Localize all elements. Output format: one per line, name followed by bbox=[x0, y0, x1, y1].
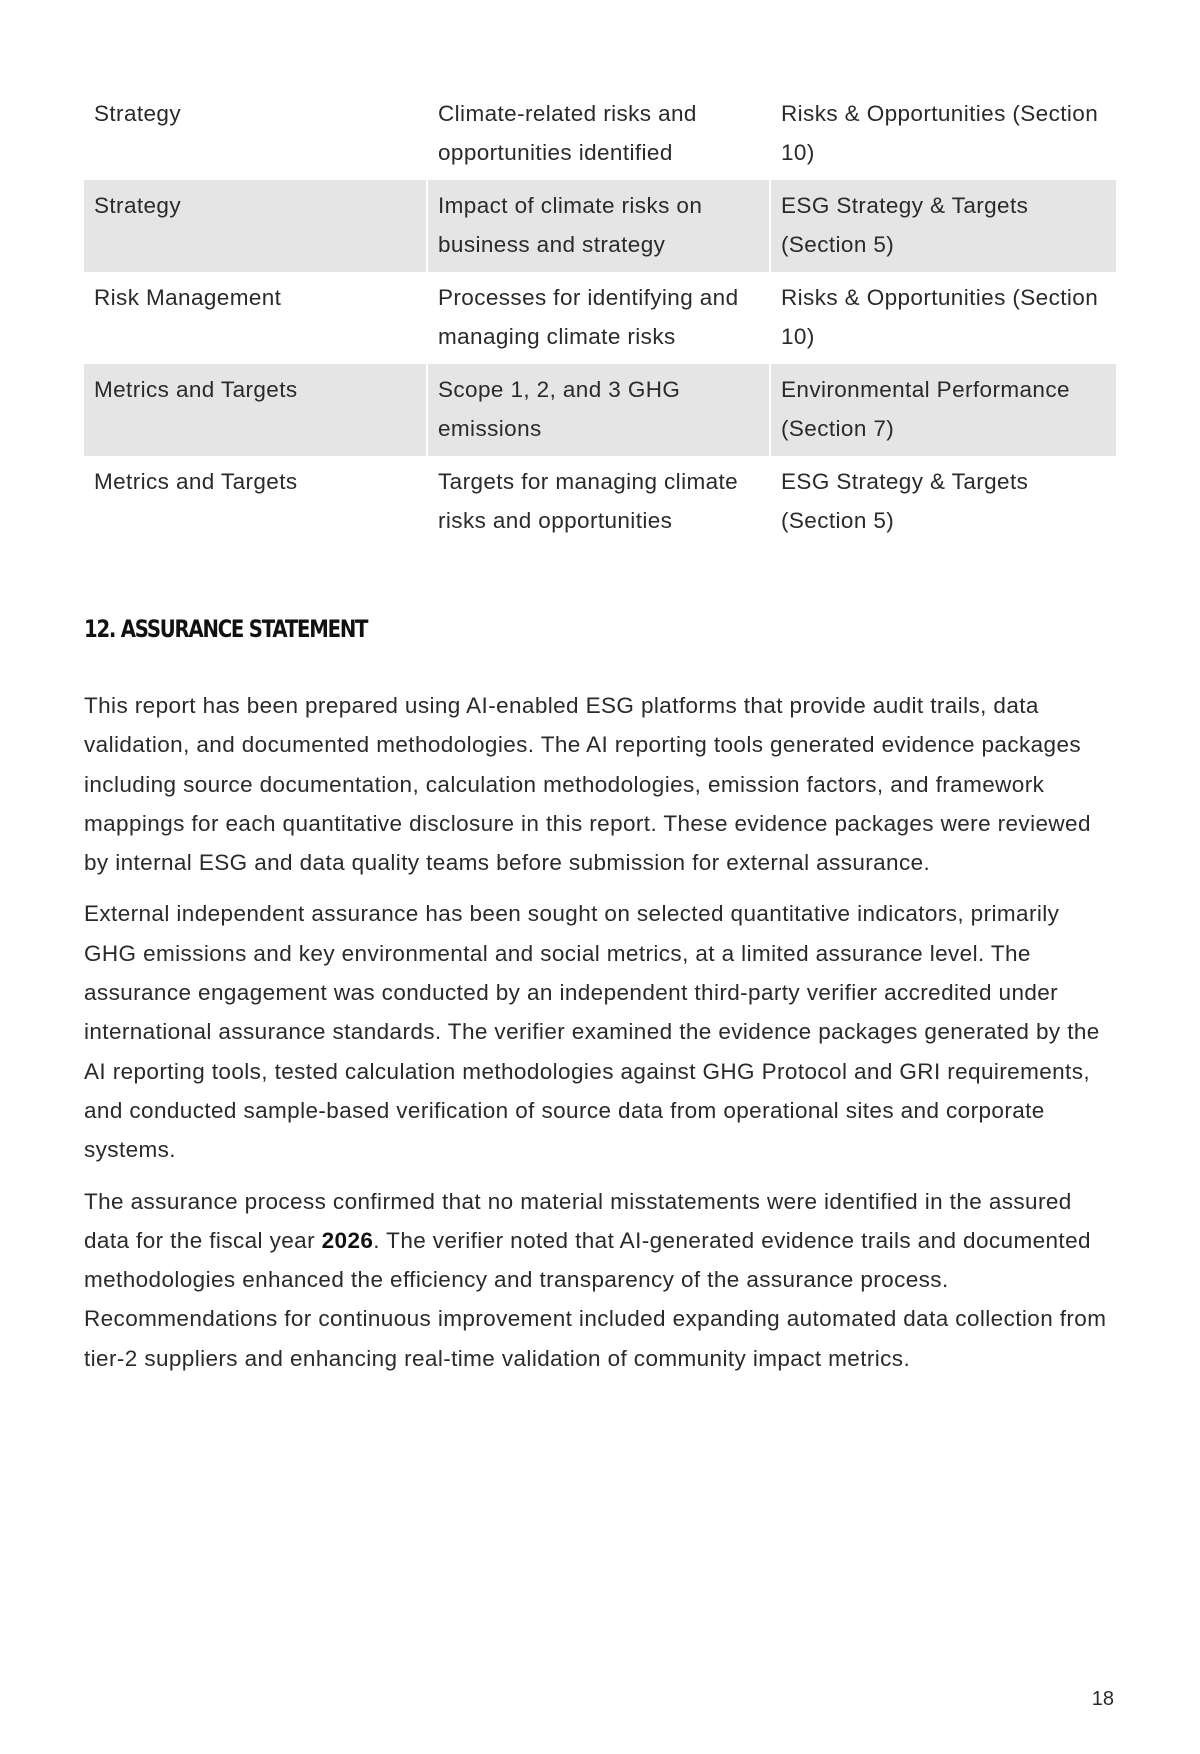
location-cell: ESG Strategy & Targets (Section 5) bbox=[770, 456, 1116, 548]
table-row bbox=[84, 180, 1116, 272]
paragraph: External independent assurance has been sought on selected quantitative indicators, primarily GHG emissions and key environmental and social metrics, at a limited assurance level. The assurance engagement was conducted by an independent third-party verifier accredited under international assurance standards. The verifier examined the evidence packages generated by the AI reporting tools, tested calculation methodologies against GHG Protocol and GRI requirements, and conducted sample-based verification of source data from operational sites and corporate systems. bbox=[84, 901, 1100, 1163]
location-cell: Risks & Opportunities (Section 10) bbox=[770, 272, 1116, 364]
tcfd-index-table bbox=[84, 88, 1116, 548]
location-cell: Risks & Opportunities (Section 10) bbox=[770, 88, 1116, 180]
paragraph bbox=[84, 1182, 1116, 1378]
pillar-cell: Strategy bbox=[94, 101, 181, 126]
pillar-cell: Metrics and Targets bbox=[84, 364, 427, 456]
table-row bbox=[84, 364, 1116, 456]
table-row bbox=[84, 88, 1116, 180]
paragraph-text: The assurance process confirmed that no material misstatements were identified in the assured data for the fiscal year bbox=[84, 1188, 1072, 1253]
document-page bbox=[84, 88, 1116, 1390]
location-cell: Environmental Performance (Section 7) bbox=[770, 364, 1116, 456]
disclosure-cell: Targets for managing climate risks and opportunities bbox=[427, 456, 770, 548]
pillar-cell: Metrics and Targets bbox=[94, 469, 298, 494]
page-number: 18 bbox=[1091, 1688, 1114, 1710]
pillar-cell: Strategy bbox=[84, 180, 427, 272]
paragraph-text: . The verifier noted that AI-generated evidence trails and documented methodologies enhanced the efficiency and transparency of the assurance process. Recommendations for continuous improvement included expanding automated data collection from tier-2 suppliers and enhancing real-time validation of community impact metrics. bbox=[84, 1227, 1107, 1371]
location-cell: ESG Strategy & Targets (Section 5) bbox=[770, 180, 1116, 272]
disclosure-cell: Processes for identifying and managing climate risks bbox=[427, 272, 770, 364]
disclosure-cell: Impact of climate risks on business and strategy bbox=[427, 180, 770, 272]
disclosure-cell: Scope 1, 2, and 3 GHG emissions bbox=[427, 364, 770, 456]
table-row bbox=[84, 272, 1116, 364]
pillar-cell: Risk Management bbox=[94, 285, 282, 310]
section-heading: 12. ASSURANCE STATEMENT bbox=[84, 615, 368, 643]
fiscal-year: 2026 bbox=[321, 1227, 374, 1253]
table-row bbox=[84, 456, 1116, 548]
disclosure-cell: Climate-related risks and opportunities identified bbox=[427, 88, 770, 180]
paragraph: This report has been prepared using AI-enabled ESG platforms that provide audit trails, data validation, and documented methodologies. The AI reporting tools generated evidence packages including source documentation, calculation methodologies, emission factors, and framework mappings for each quantitative disclosure in this report. These evidence packages were reviewed by internal ESG and data quality teams before submission for external assurance. bbox=[84, 693, 1091, 876]
assurance-statement-body bbox=[84, 686, 1116, 1378]
